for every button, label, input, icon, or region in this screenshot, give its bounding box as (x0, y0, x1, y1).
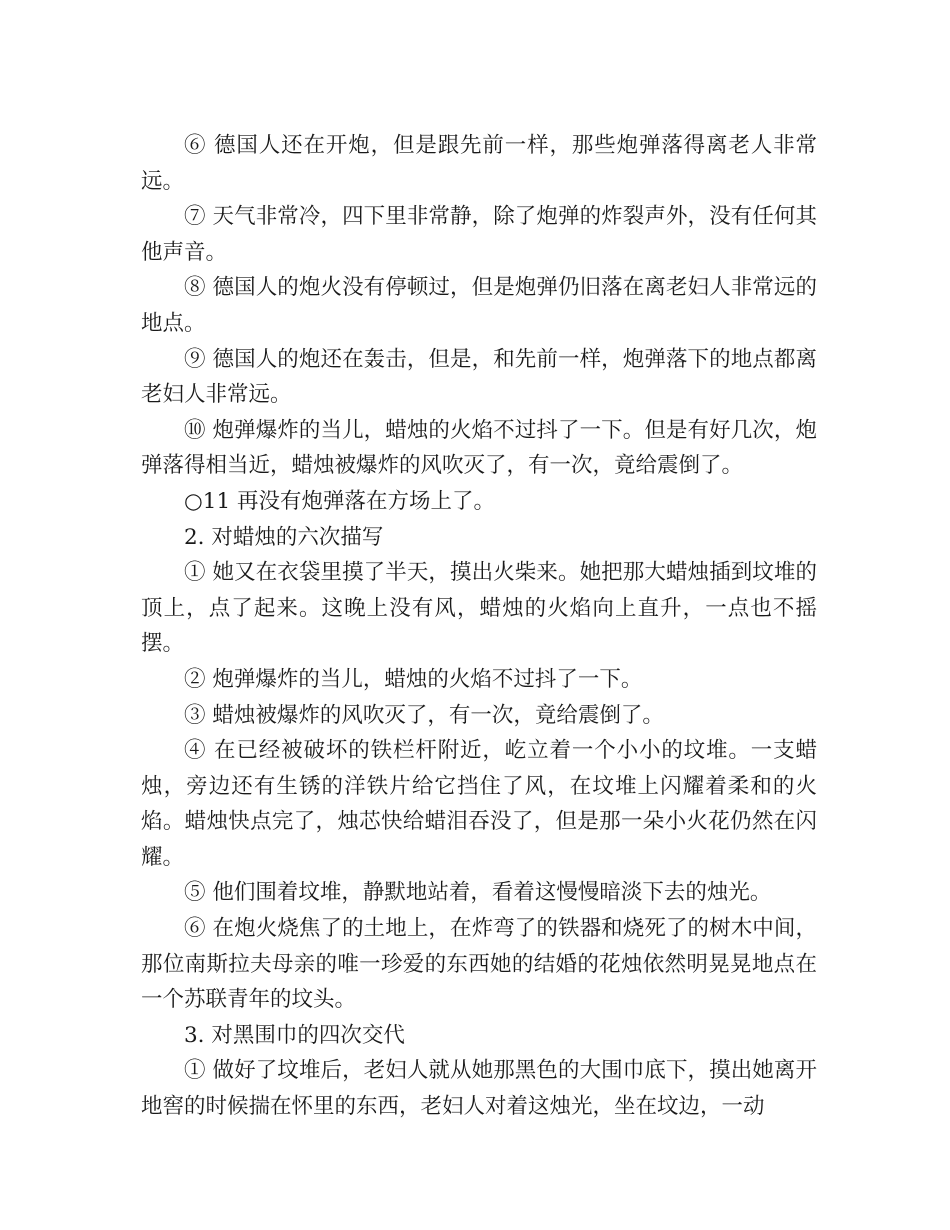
paragraph-shelling-6: ⑥ 德国人还在开炮，但是跟先前一样，那些炮弹落得离老人非常远。 (141, 133, 817, 194)
paragraph-candle-6: ⑥ 在炮火烧焦了的土地上，在炸弯了的铁器和烧死了的树木中间，那位南斯拉夫母亲的唯一珍爱的东西她的结婚的花烛依然明晃晃地点在一个苏联青年的坟头。 (141, 916, 817, 1013)
paragraph-candle-4: ④ 在已经被破坏的铁栏杆附近，屹立着一个小小的坟堆。一支蜡烛，旁边还有生锈的洋铁片给它挡住了风，在坟堆上闪耀着柔和的火焰。蜡烛快点完了，烛芯快给蜡泪吞没了，但是那一朵小火花仍然在闪耀。 (141, 738, 817, 870)
paragraph-candle-5: ⑤ 他们围着坟堆，静默地站着，看着这慢慢暗淡下去的烛光。 (184, 880, 772, 906)
paragraph-shelling-7: ⑦ 天气非常冷，四下里非常静，除了炮弹的炸裂声外，没有任何其他声音。 (141, 204, 817, 265)
paragraph-candle-2: ② 炮弹爆炸的当儿，蜡烛的火焰不过抖了一下。 (184, 666, 643, 692)
paragraph-shelling-9: ⑨ 德国人的炮还在轰击，但是，和先前一样，炮弹落下的地点都离老妇人非常远。 (141, 346, 817, 408)
paragraph-shelling-10: ⑩ 炮弹爆炸的当儿，蜡烛的火焰不过抖了一下。但是有好几次，炮弹落得相当近，蜡烛被爆炸的风吹灭了，有一次，竟给震倒了。 (141, 417, 817, 479)
paragraph-shelling-8: ⑧ 德国人的炮火没有停顿过，但是炮弹仍旧落在离老妇人非常远的地点。 (141, 275, 817, 336)
paragraph-shelling-11: ○11 再没有炮弹落在方场上了。 (184, 488, 495, 514)
section-heading-candle: 2. 对蜡烛的六次描写 (184, 524, 384, 550)
paragraph-candle-3: ③ 蜡烛被爆炸的风吹灭了，有一次，竟给震倒了。 (184, 702, 664, 728)
section-heading-scarf: 3. 对黑围巾的四次交代 (184, 1022, 405, 1048)
document-body (141, 128, 817, 1125)
paragraph-candle-1: ① 她又在衣袋里摸了半天，摸出火柴来。她把那大蜡烛插到坟堆的顶上，点了起来。这晚上没有风，蜡烛的火焰向上直升，一点也不摇摆。 (141, 560, 817, 657)
paragraph-scarf-1: ① 做好了坟堆后，老妇人就从她那黑色的大围巾底下，摸出她离开地窖的时候揣在怀里的东西，老妇人对着这烛光，坐在坟边，一动 (141, 1058, 817, 1120)
